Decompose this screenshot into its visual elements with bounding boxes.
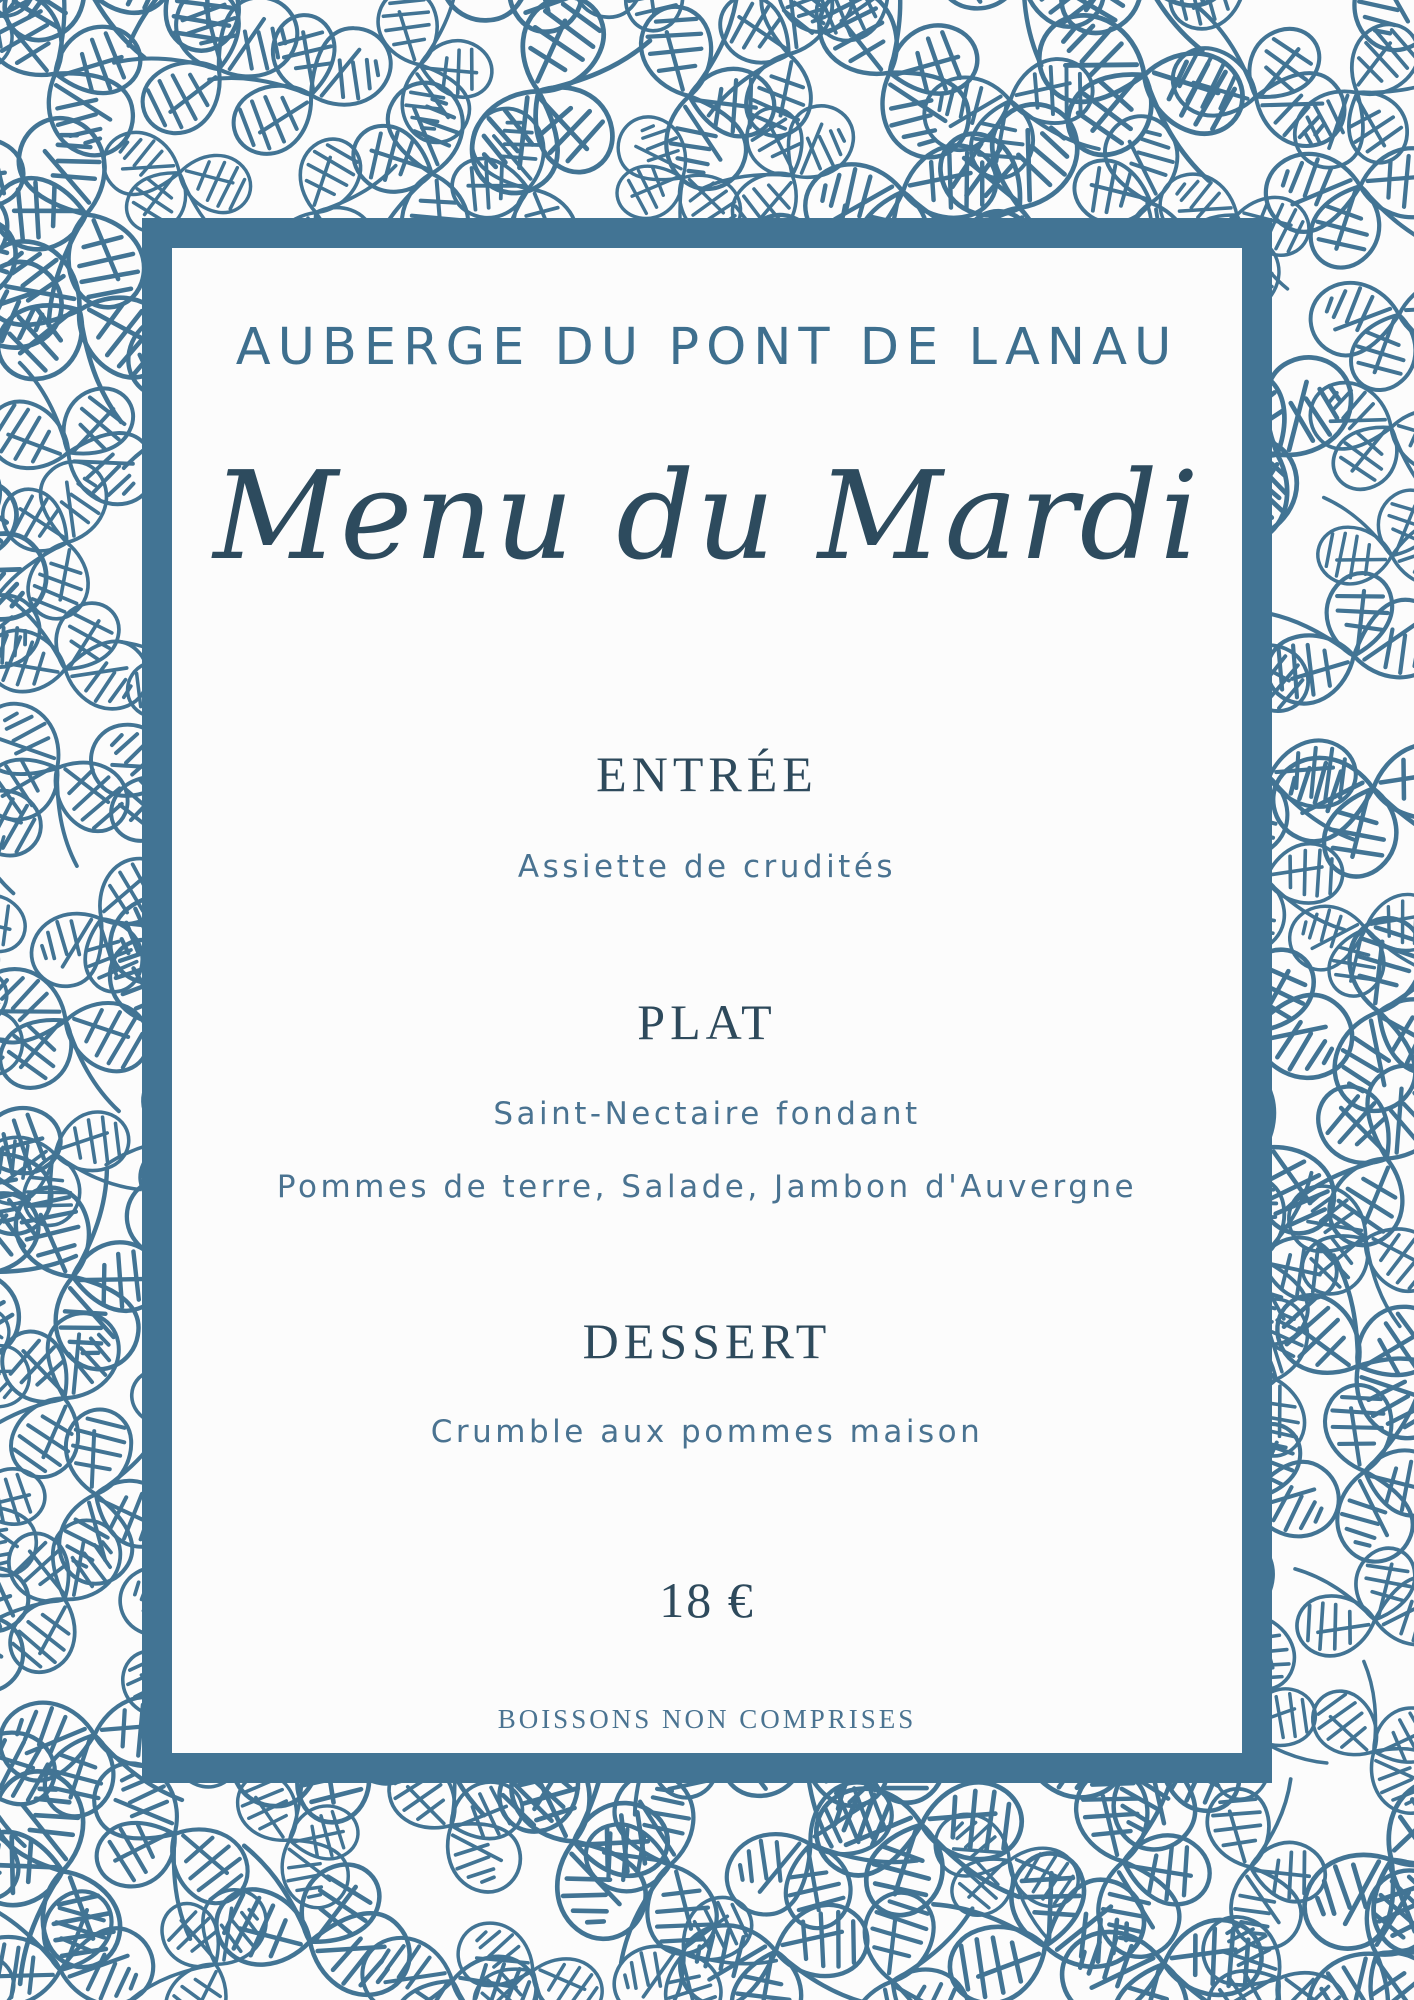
dish-plat-sides: Pommes de terre, Salade, Jambon d'Auvergne [276,1169,1138,1205]
restaurant-name: AUBERGE DU PONT DE LANAU [235,318,1179,377]
course-heading-plat: PLAT [637,994,777,1050]
menu-title: Menu du Mardi [213,445,1201,587]
dish-entree: Assiette de crudités [517,849,897,885]
course-heading-entree: ENTRÉE [596,746,818,802]
course-heading-dessert: DESSERT [582,1313,832,1369]
dish-plat-main: Saint-Nectaire fondant [493,1096,921,1132]
drinks-note: BOISSONS NON COMPRISES [497,1704,917,1734]
dish-dessert: Crumble aux pommes maison [430,1414,984,1450]
menu-price: 18 € [659,1572,755,1628]
